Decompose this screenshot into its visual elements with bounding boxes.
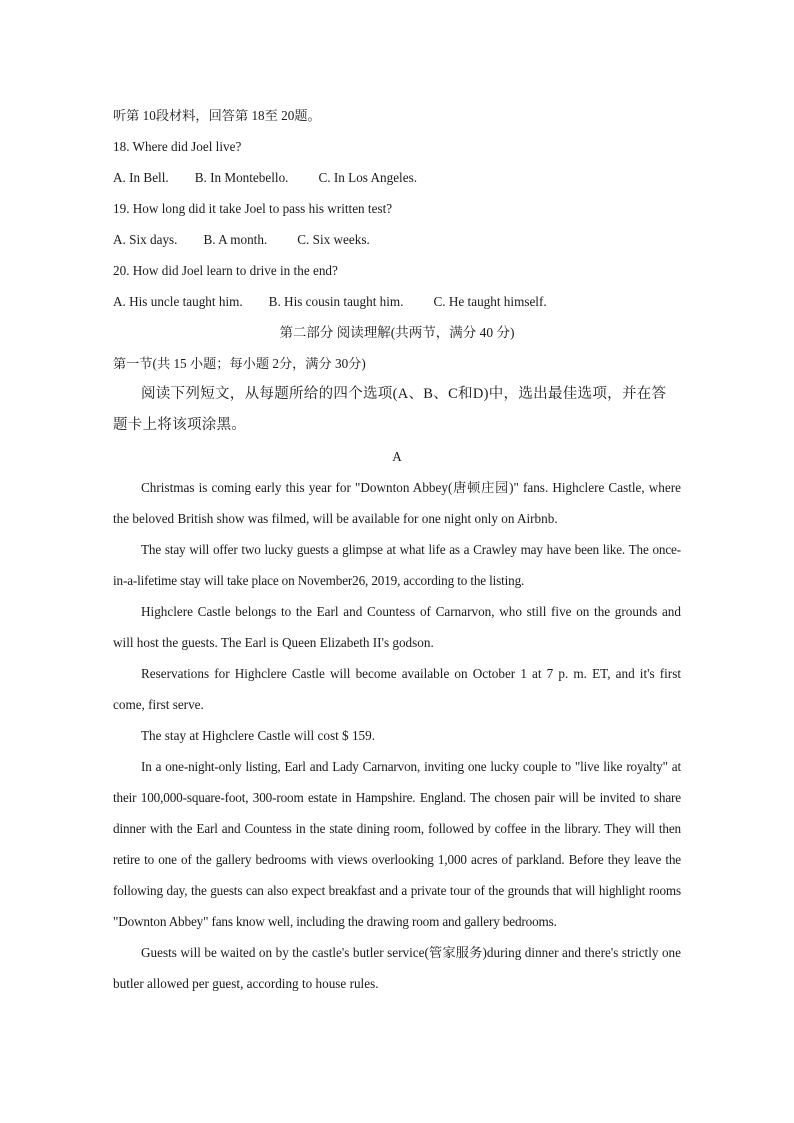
option-a[interactable]: A. Six days. (113, 232, 178, 247)
option-a[interactable]: A. His uncle taught him. (113, 294, 243, 309)
passage-paragraph-1: Christmas is coming early this year for "Downton Abbey(唐顿庄园)" fans. Highclere Castle, where the beloved British show was filmed, will be available for one night only on Airbnb. (113, 480, 681, 526)
question-19-stem: 19. How long did it take Joel to pass his written test? (113, 201, 393, 216)
option-b[interactable]: B. His cousin taught him. (268, 294, 404, 309)
passage-paragraph-4: Reservations for Highclere Castle will become available on October 1 at 7 p. m. ET, and it's first come, first serve. (113, 666, 681, 712)
option-c[interactable]: C. In Los Angeles. (318, 170, 418, 185)
question-20-options (113, 286, 681, 317)
question-20-stem: 20. How did Joel learn to drive in the end? (113, 263, 338, 278)
exam-page (113, 100, 681, 999)
passage-paragraph-2: The stay will offer two lucky guests a glimpse at what life as a Crawley may have been like. The once-in-a-lifetime stay will take place on November26, 2019, according to the listing. (113, 542, 681, 588)
section-one-title: 第一节(共 15 小题；每小题 2分，满分 30分) (113, 356, 366, 371)
passage-paragraph-6: In a one-night-only listing, Earl and Lady Carnarvon, inviting one lucky couple to "live like royalty" at their 100,000-square-foot, 300-room estate in Hampshire. England. The chosen pair will be invited to share dinner with the Earl and Countess in the state dining room, followed by coffee in the library. They will then retire to one of the gallery bedrooms with views overlooking 1,000 acres of parkland. Before they leave the following day, the guests can also expect breakfast and a private tour of the grounds that will highlight rooms "Downton Abbey" fans know well, including the drawing room and gallery bedrooms. (113, 759, 681, 929)
option-a[interactable]: A. In Bell. (113, 170, 169, 185)
option-b[interactable]: B. In Montebello. (194, 170, 289, 185)
option-b[interactable]: B. A month. (203, 232, 268, 247)
passage-paragraph-5: The stay at Highclere Castle will cost $ 159. (141, 728, 376, 743)
question-19-options (113, 224, 681, 255)
listening-intro: 听第 10段材料，回答第 18至 20题。 (113, 108, 321, 123)
passage-paragraph-7: Guests will be waited on by the castle's butler service(管家服务)during dinner and there's strictly one butler allowed per guest, according to house rules. (113, 945, 681, 991)
part-two-title: 第二部分 阅读理解(共两节，满分 40 分) (279, 325, 515, 340)
question-18-options (113, 162, 681, 193)
passage-paragraph-3: Highclere Castle belongs to the Earl and Countess of Carnarvon, who still five on the grounds and will host the guests. The Earl is Queen Elizabeth II's godson. (113, 604, 681, 650)
option-c[interactable]: C. He taught himself. (433, 294, 547, 309)
reading-instruction: 阅读下列短文，从每题所给的四个选项(A、B、C和D)中，选出最佳选项，并在答题卡上将该项涂黑。 (113, 386, 667, 433)
option-c[interactable]: C. Six weeks. (297, 232, 370, 247)
passage-label: A (392, 449, 402, 464)
question-18-stem: 18. Where did Joel live? (113, 139, 242, 154)
